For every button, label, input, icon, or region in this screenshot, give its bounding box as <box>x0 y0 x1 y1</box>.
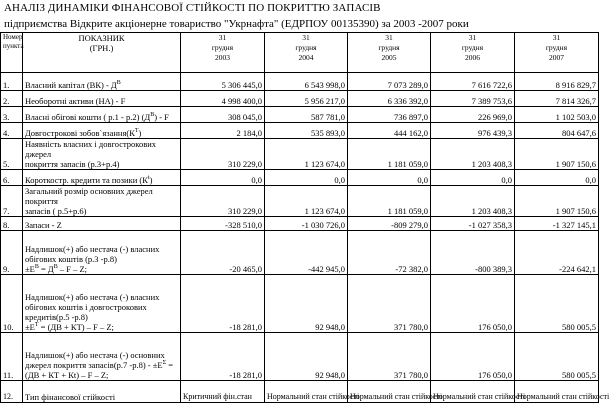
row-label: Власні обігові кошти ( р.1 - р.2) $(Д^В)$ - F <box>23 107 181 123</box>
cell-value: Нормальний стан стійкості <box>265 381 348 403</box>
cell-value: 7 073 289,0 <box>348 73 431 91</box>
table-row <box>1 123 599 139</box>
row-label: Надлишок(+) або нестача (-) основних джерел покриття запасів(р.7 $-р.8) - \pm Е^\Sigma$ = (ДВ + КТ + Кt) – F – Z; <box>23 333 181 381</box>
table-row <box>1 170 599 186</box>
cell-value: 0,0 <box>181 170 265 186</box>
table-row <box>1 91 599 107</box>
cell-value: 2 184,0 <box>181 123 265 139</box>
header-col-2007: 31 грудня 2007 <box>515 33 599 73</box>
cell-value: 310 229,0 <box>181 186 265 217</box>
cell-value: 1 181 059,0 <box>348 186 431 217</box>
cell-value: -809 279,0 <box>348 217 431 231</box>
cell-value: 6 543 998,0 <box>265 73 348 91</box>
cell-value: -224 642,1 <box>515 231 599 275</box>
row-num: 9. <box>1 231 23 275</box>
cell-value: Нормальний стан стійкості <box>348 381 431 403</box>
cell-value: 0,0 <box>265 170 348 186</box>
table-row <box>1 186 599 217</box>
cell-value: -18 281,0 <box>181 275 265 333</box>
table-row <box>1 139 599 170</box>
cell-value: 580 005,5 <box>515 275 599 333</box>
header-col-2003: 31 грудня 2003 <box>181 33 265 73</box>
row-label: Наявність власних і довгострокових джерел покриття запасів (р.3+р.4) <box>23 139 181 170</box>
cell-value: 1 907 150,6 <box>515 139 599 170</box>
cell-value: 176 050,0 <box>431 333 515 381</box>
cell-value: 1 123 674,0 <box>265 139 348 170</box>
cell-value: 0,0 <box>348 170 431 186</box>
cell-value: 371 780,0 <box>348 333 431 381</box>
cell-value: 580 005,5 <box>515 333 599 381</box>
document-title: АНАЛІЗ ДИНАМІКИ ФІНАНСОВОЇ СТІЙКОСТІ ПО ПОКРИТТЮ ЗАПАСІВ <box>4 2 381 14</box>
row-label: Довгострокові $зобов`язання(К^Т)$ <box>23 123 181 139</box>
cell-value: -20 465,0 <box>181 231 265 275</box>
row-num: 11. <box>1 333 23 381</box>
cell-value: 7 814 326,7 <box>515 91 599 107</box>
cell-value: 226 969,0 <box>431 107 515 123</box>
cell-value: 1 102 503,0 <box>515 107 599 123</box>
row-num: 2. <box>1 91 23 107</box>
cell-value: 804 647,6 <box>515 123 599 139</box>
cell-value: -442 945,0 <box>265 231 348 275</box>
cell-value: 976 439,3 <box>431 123 515 139</box>
cell-value: 5 306 445,0 <box>181 73 265 91</box>
cell-value: 1 203 408,3 <box>431 186 515 217</box>
cell-value: Нормальний стан стійкості <box>431 381 515 403</box>
cell-value: 0,0 <box>431 170 515 186</box>
row-label: Власний капітал $(ВК) - Д^В$ <box>23 73 181 91</box>
row-label: Надлишок(+) або нестача (-) власних обігових коштів і довгострокових кредитів(р.5 -р.8) $\pm Е^Т = (ДВ + КТ) - F - Z$; <box>23 275 181 333</box>
cell-value: 4 998 400,0 <box>181 91 265 107</box>
cell-value: 7 389 753,6 <box>431 91 515 107</box>
stability-table <box>0 32 609 403</box>
cell-value: 310 229,0 <box>181 139 265 170</box>
header-col-2005: 31 грудня 2005 <box>348 33 431 73</box>
cell-value: Нормальний стан стійкості <box>515 381 599 403</box>
cell-value: 587 781,0 <box>265 107 348 123</box>
row-label: Необоротні активи (НА) - F <box>23 91 181 107</box>
row-label: Запаси - Z <box>23 217 181 231</box>
cell-value: 176 050,0 <box>431 275 515 333</box>
row-label: Тип фінансової стійкості <box>23 381 181 403</box>
cell-value: 736 897,0 <box>348 107 431 123</box>
cell-value: -800 389,3 <box>431 231 515 275</box>
table-row <box>1 217 599 231</box>
document-subtitle: підприємства Відкрите акціонерне товариство "Укрнафта" (ЕДРПОУ 00135390) за 2003 -2007 роки <box>4 18 469 30</box>
header-col-2006: 31 грудня 2006 <box>431 33 515 73</box>
row-label: Загальний розмір основних джерел покриття запасів ( р.5+р.6) <box>23 186 181 217</box>
cell-value: 308 045,0 <box>181 107 265 123</box>
cell-value: 0,0 <box>515 170 599 186</box>
row-num: 1. <box>1 73 23 91</box>
cell-value: -1 327 145,1 <box>515 217 599 231</box>
cell-value: 7 616 722,6 <box>431 73 515 91</box>
cell-value: 535 893,0 <box>265 123 348 139</box>
header-num: Номер пункта <box>1 33 23 73</box>
cell-value: -72 382,0 <box>348 231 431 275</box>
table-row <box>1 333 599 381</box>
row-label: Надлишок(+) або нестача (-) власних обігових коштів (р.3 -р.8) $\pm Е^В = Д^В - F - Z$; <box>23 231 181 275</box>
table-row <box>1 73 599 91</box>
cell-value: -1 030 726,0 <box>265 217 348 231</box>
cell-value: -328 510,0 <box>181 217 265 231</box>
row-num: 4. <box>1 123 23 139</box>
cell-value: 8 916 829,7 <box>515 73 599 91</box>
cell-value: 92 948,0 <box>265 275 348 333</box>
row-num: 8. <box>1 217 23 231</box>
cell-value: 1 123 674,0 <box>265 186 348 217</box>
row-num: 10. <box>1 275 23 333</box>
cell-value: 1 181 059,0 <box>348 139 431 170</box>
row-num: 3. <box>1 107 23 123</box>
header-indicator: ПОКАЗНИК (ГРН.) <box>23 33 181 73</box>
cell-value: 444 162,0 <box>348 123 431 139</box>
cell-value: 5 956 217,0 <box>265 91 348 107</box>
row-num: 7. <box>1 186 23 217</box>
table-row <box>1 381 599 403</box>
table-row <box>1 275 599 333</box>
header-row <box>1 33 599 73</box>
table-row <box>1 231 599 275</box>
cell-value: 6 336 392,0 <box>348 91 431 107</box>
row-num: 5. <box>1 139 23 170</box>
cell-value: 92 948,0 <box>265 333 348 381</box>
cell-value: 1 907 150,6 <box>515 186 599 217</box>
cell-value: -18 281,0 <box>181 333 265 381</box>
row-num: 6. <box>1 170 23 186</box>
cell-value: 371 780,0 <box>348 275 431 333</box>
row-label: Короткостр. кредити та позики $(К^t)$ <box>23 170 181 186</box>
cell-value: Критичний фін.стан <box>181 381 265 403</box>
cell-value: -1 027 358,3 <box>431 217 515 231</box>
cell-value: 1 203 408,3 <box>431 139 515 170</box>
row-num: 12. <box>1 381 23 403</box>
table-row <box>1 107 599 123</box>
header-col-2004: 31 грудня 2004 <box>265 33 348 73</box>
